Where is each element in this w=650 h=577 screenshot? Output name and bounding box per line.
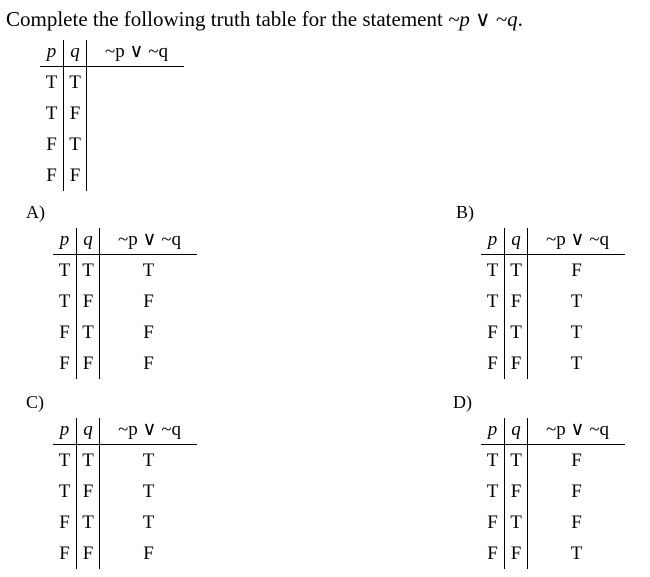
cell-q: F — [64, 98, 87, 129]
cell-value: F — [143, 321, 154, 343]
header-p: p — [481, 418, 505, 445]
question-prefix: Complete the following truth table for the statement — [6, 7, 449, 31]
cell-p: F — [53, 348, 77, 379]
cell-p: T — [53, 445, 77, 477]
cell-value: F — [571, 480, 582, 502]
main-truth-table — [40, 40, 184, 191]
option-a-label[interactable]: A) — [26, 202, 45, 222]
cell-p: T — [40, 98, 64, 129]
header-q: q — [505, 228, 528, 255]
cell-q: F — [505, 348, 528, 379]
cell-p: T — [481, 476, 505, 507]
cell-p: T — [481, 286, 505, 317]
table-row — [53, 317, 197, 348]
question-suffix: . — [517, 7, 523, 31]
header-q: q — [77, 418, 100, 445]
header-q: q — [505, 418, 528, 445]
table-row — [53, 476, 197, 507]
table-row — [53, 255, 197, 287]
cell-value: T — [142, 511, 155, 533]
cell-q: F — [77, 348, 100, 379]
header-q: q — [64, 40, 87, 67]
option-c-table[interactable] — [53, 418, 197, 569]
cell-p: F — [53, 317, 77, 348]
cell-value: F — [143, 352, 154, 374]
cell-q: T — [505, 445, 528, 477]
header-expression: ~p ∨ ~q — [528, 418, 626, 445]
cell-q: T — [64, 129, 87, 160]
cell-q: F — [64, 160, 87, 191]
cell-value: T — [570, 542, 583, 564]
table-row — [481, 286, 625, 317]
cell-p: F — [481, 317, 505, 348]
cell-q: T — [77, 507, 100, 538]
cell-value: T — [142, 449, 155, 471]
header-row — [40, 40, 184, 67]
cell-p: T — [481, 445, 505, 477]
header-p: p — [53, 228, 77, 255]
header-expression: ~p ∨ ~q — [100, 228, 198, 255]
option-c-label[interactable]: C) — [26, 392, 44, 412]
header-expression: ~p ∨ ~q — [100, 418, 198, 445]
cell-value: F — [143, 542, 154, 564]
table-row — [481, 445, 625, 477]
cell-q: T — [64, 67, 87, 99]
table-row — [53, 538, 197, 569]
table-row — [481, 538, 625, 569]
header-expression: ~p ∨ ~q — [87, 40, 185, 67]
table-row — [53, 286, 197, 317]
table-row — [481, 255, 625, 287]
cell-q: F — [77, 476, 100, 507]
cell-p: T — [53, 255, 77, 287]
cell-p: F — [481, 538, 505, 569]
cell-value — [87, 98, 185, 129]
question-text — [6, 6, 523, 32]
table-row — [53, 445, 197, 477]
option-b-table[interactable] — [481, 228, 625, 379]
table-row — [53, 507, 197, 538]
header-p: p — [40, 40, 64, 67]
cell-value: T — [142, 480, 155, 502]
cell-p: F — [481, 348, 505, 379]
cell-q: T — [77, 317, 100, 348]
header-row — [53, 418, 197, 445]
cell-p: F — [53, 538, 77, 569]
table-row — [40, 98, 184, 129]
header-row — [53, 228, 197, 255]
cell-p: T — [40, 67, 64, 99]
header-p: p — [481, 228, 505, 255]
table-row — [40, 160, 184, 191]
cell-p: F — [40, 160, 64, 191]
cell-q: F — [505, 286, 528, 317]
header-row — [481, 418, 625, 445]
cell-q: T — [77, 445, 100, 477]
table-row — [481, 476, 625, 507]
option-a-table[interactable] — [53, 228, 197, 379]
cell-value: T — [570, 352, 583, 374]
cell-p: T — [481, 255, 505, 287]
table-row — [53, 348, 197, 379]
cell-p: F — [481, 507, 505, 538]
table-row — [481, 507, 625, 538]
cell-q: F — [505, 476, 528, 507]
cell-p: T — [53, 286, 77, 317]
cell-q: T — [505, 507, 528, 538]
cell-p: T — [53, 476, 77, 507]
header-row — [481, 228, 625, 255]
cell-q: F — [505, 538, 528, 569]
cell-value — [87, 129, 185, 160]
cell-value: F — [571, 511, 582, 533]
cell-value: F — [143, 290, 154, 312]
cell-q: F — [77, 286, 100, 317]
header-expression: ~p ∨ ~q — [528, 228, 626, 255]
header-q: q — [77, 228, 100, 255]
option-d-label[interactable]: D) — [453, 392, 472, 412]
cell-q: T — [505, 317, 528, 348]
cell-value: F — [571, 259, 582, 281]
option-d-table[interactable] — [481, 418, 625, 569]
cell-value — [87, 160, 185, 191]
cell-q: T — [505, 255, 528, 287]
header-p: p — [53, 418, 77, 445]
table-row — [481, 317, 625, 348]
table-row — [481, 348, 625, 379]
option-b-label[interactable]: B) — [456, 202, 474, 222]
cell-value: T — [142, 259, 155, 281]
cell-q: F — [77, 538, 100, 569]
cell-value: T — [570, 290, 583, 312]
table-row — [40, 67, 184, 99]
question-statement: ~p ∨ ~q — [448, 7, 518, 31]
cell-p: F — [53, 507, 77, 538]
cell-value: F — [571, 449, 582, 471]
cell-value: T — [570, 321, 583, 343]
cell-q: T — [77, 255, 100, 287]
cell-p: F — [40, 129, 64, 160]
cell-value — [87, 67, 185, 99]
table-row — [40, 129, 184, 160]
